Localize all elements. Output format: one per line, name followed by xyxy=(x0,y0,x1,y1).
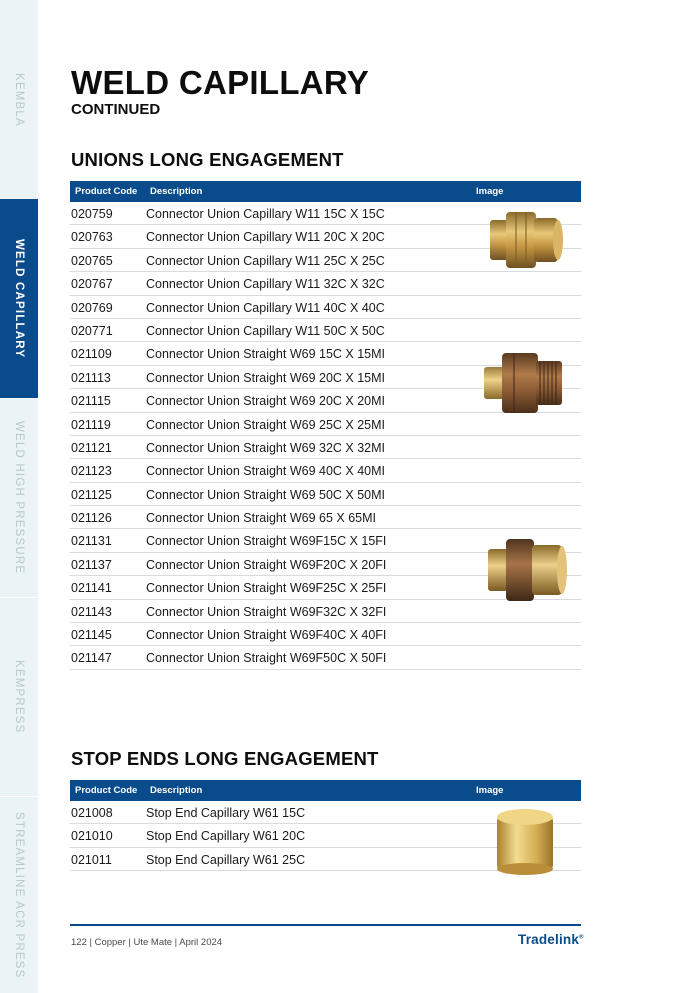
product-code: 021123 xyxy=(71,464,112,479)
product-description: Connector Union Straight W69 40C X 40MI xyxy=(146,464,386,479)
product-description: Connector Union Straight W69 15C X 15MI xyxy=(146,347,386,362)
side-tab-kempress[interactable] xyxy=(0,598,38,796)
product-code: 021141 xyxy=(71,581,112,596)
product-code: 021113 xyxy=(71,370,111,385)
product-code: 021131 xyxy=(71,534,112,549)
header-product-code: Product Code xyxy=(75,785,138,796)
product-code: 021147 xyxy=(71,651,112,666)
product-description: Connector Union Straight W69F32C X 32FI xyxy=(146,604,387,619)
section-title-stop-ends: STOP ENDS LONG ENGAGEMENT xyxy=(71,748,379,769)
table-row xyxy=(70,483,581,506)
side-tab-label: KEMBLA xyxy=(13,72,25,127)
product-code: 020763 xyxy=(71,230,113,245)
footer-text: 122 | Copper | Ute Mate | April 2024 xyxy=(71,937,223,948)
table-row xyxy=(70,319,581,342)
product-code: 020759 xyxy=(71,207,113,221)
table-row xyxy=(70,436,581,459)
section-title-unions: UNIONS LONG ENGAGEMENT xyxy=(71,149,344,170)
side-tab-kembla[interactable] xyxy=(0,0,38,199)
table-row xyxy=(70,459,581,482)
tradelink-logo xyxy=(518,932,584,947)
product-code: 021126 xyxy=(71,511,112,526)
table-row xyxy=(70,646,581,669)
union-straight-male-image xyxy=(480,349,568,417)
table-header xyxy=(70,181,581,202)
product-description: Connector Union Capillary W11 50C X 50C xyxy=(146,323,385,338)
product-code: 020771 xyxy=(71,323,113,338)
table-row xyxy=(70,506,581,529)
product-description: Connector Union Straight W69F50C X 50FI xyxy=(146,651,387,666)
product-code: 021143 xyxy=(71,604,112,619)
side-tab-weld-high-pressure[interactable] xyxy=(0,399,38,597)
product-description: Connector Union Straight W69F40C X 40FI xyxy=(146,628,387,643)
product-description: Connector Union Capillary W11 20C X 20C xyxy=(146,230,385,245)
product-code: 021121 xyxy=(71,440,112,455)
brand-name: Tradelink xyxy=(518,932,580,947)
product-description: Connector Union Straight W69 32C X 32MI xyxy=(146,440,386,455)
product-code: 021145 xyxy=(71,628,112,643)
union-straight-female-image xyxy=(484,535,568,605)
product-code: 021137 xyxy=(71,557,112,572)
product-description: Connector Union Straight W69 20C X 20MI xyxy=(146,394,386,409)
side-tab-label: WELD CAPILLARY xyxy=(13,238,25,359)
side-tab-label: STREAMLINE ACR PRESS xyxy=(13,811,25,979)
header-image: Image xyxy=(476,785,504,796)
product-code: 021008 xyxy=(71,806,113,820)
side-tab-label: WELD HIGH PRESSURE xyxy=(13,421,25,575)
product-code: 021011 xyxy=(71,852,112,867)
product-code: 021109 xyxy=(71,347,112,362)
product-code: 021115 xyxy=(71,394,111,409)
product-code: 020769 xyxy=(71,300,113,315)
stop-end-capillary-image xyxy=(493,806,557,878)
product-description: Stop End Capillary W61 25C xyxy=(146,852,306,867)
product-description: Connector Union Straight W69 20C X 15MI xyxy=(146,370,386,385)
product-description: Connector Union Straight W69F20C X 20FI xyxy=(146,557,387,572)
product-description: Connector Union Straight W69 25C X 25MI xyxy=(146,417,386,432)
side-tab-bar xyxy=(0,0,38,993)
header-image: Image xyxy=(476,186,504,197)
product-description: Connector Union Straight W69 50C X 50MI xyxy=(146,487,386,502)
page-title: WELD CAPILLARY xyxy=(71,64,370,101)
product-code: 021119 xyxy=(71,417,111,432)
product-description: Connector Union Capillary W11 25C X 25C xyxy=(146,253,385,268)
table-row xyxy=(70,272,581,295)
table-header xyxy=(70,780,581,801)
header-description: Description xyxy=(150,785,203,796)
product-description: Connector Union Capillary W11 15C X 15C xyxy=(146,207,385,221)
union-capillary-image xyxy=(486,206,564,274)
side-tab-weld-capillary[interactable] xyxy=(0,199,38,398)
product-code: 021125 xyxy=(71,487,112,502)
header-product-code: Product Code xyxy=(75,186,138,197)
product-description: Connector Union Capillary W11 32C X 32C xyxy=(146,277,385,292)
product-description: Stop End Capillary W61 15C xyxy=(146,806,306,820)
product-description: Connector Union Straight W69F15C X 15FI xyxy=(146,534,387,549)
brand-mark: ® xyxy=(579,934,584,941)
side-tab-label: KEMPRESS xyxy=(13,660,25,734)
product-description: Connector Union Straight W69 65 X 65MI xyxy=(146,511,376,526)
table-row xyxy=(70,623,581,646)
table-row xyxy=(70,296,581,319)
header-description: Description xyxy=(150,186,203,197)
product-description: Connector Union Capillary W11 40C X 40C xyxy=(146,300,385,315)
side-tab-streamline-acr-press[interactable] xyxy=(0,797,38,993)
product-code: 021010 xyxy=(71,829,113,844)
product-description: Connector Union Straight W69F25C X 25FI xyxy=(146,581,387,596)
product-code: 020765 xyxy=(71,253,113,268)
product-description: Stop End Capillary W61 20C xyxy=(146,829,306,844)
product-code: 020767 xyxy=(71,277,113,292)
page-subtitle: CONTINUED xyxy=(71,101,161,118)
footer-rule xyxy=(70,924,581,926)
